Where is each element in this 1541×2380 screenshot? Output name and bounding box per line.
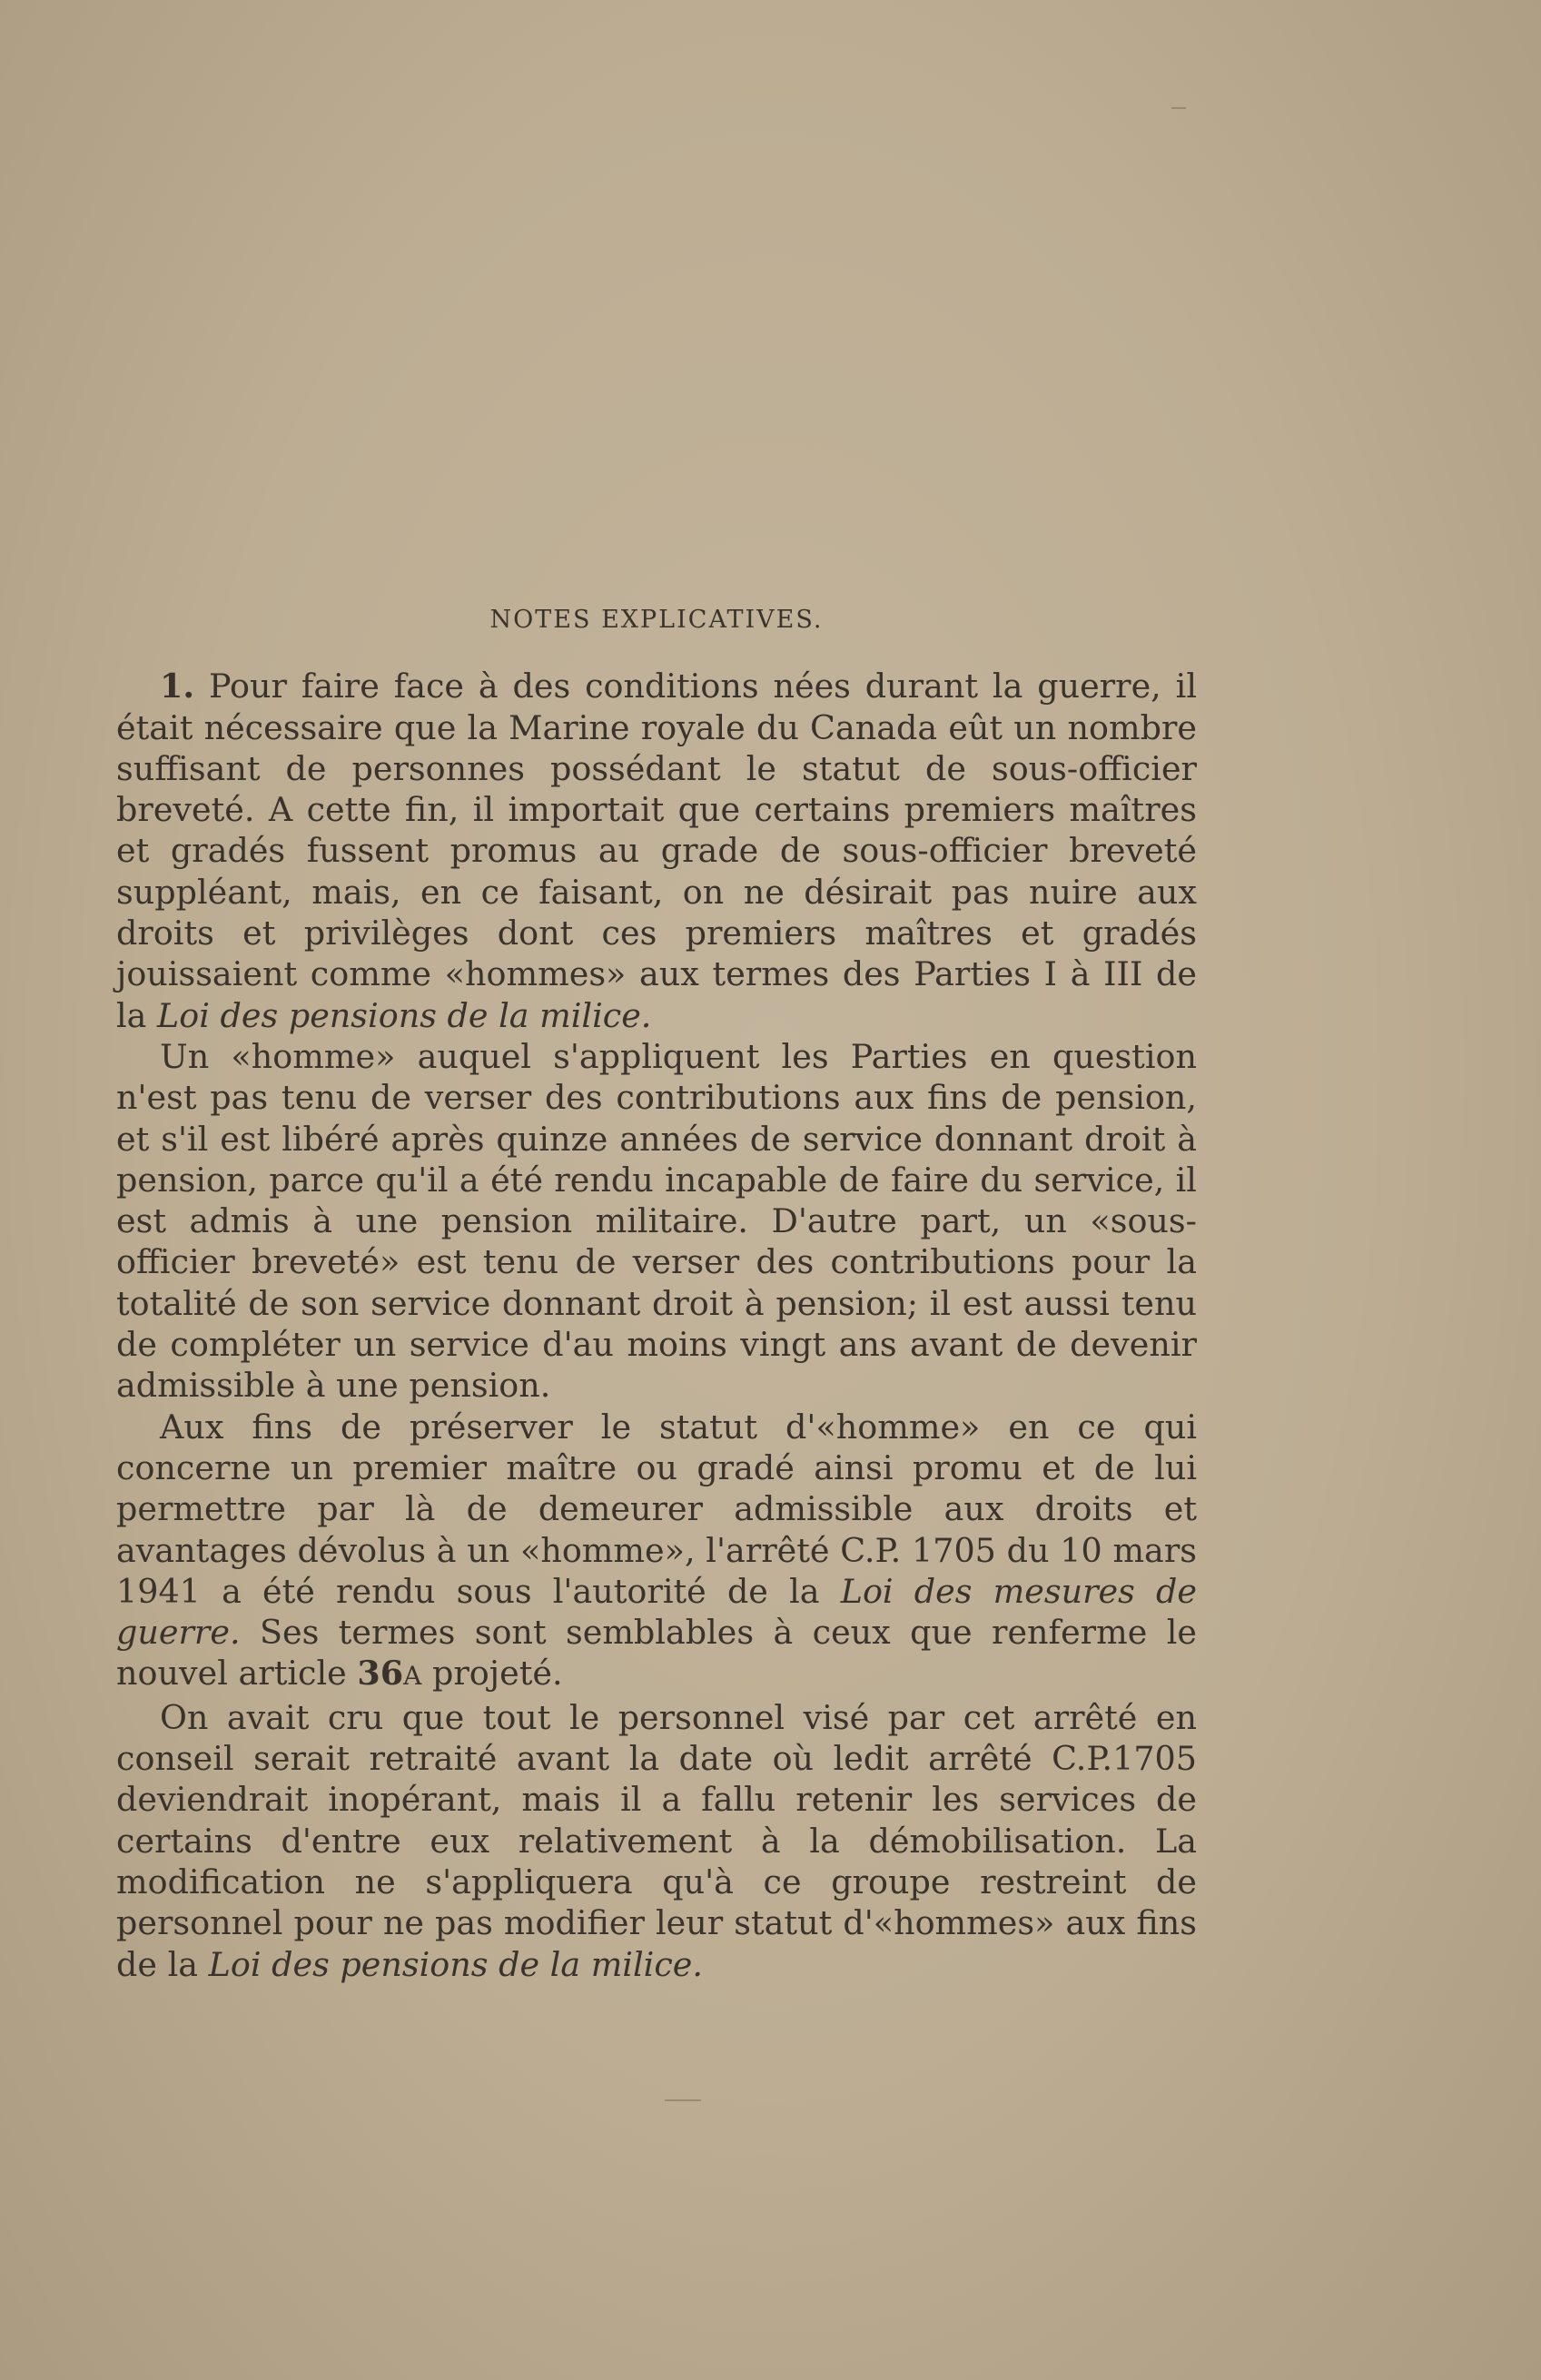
paragraph-1 (116, 666, 1197, 1036)
article-suffix: A (403, 1661, 422, 1692)
paper-blemish (665, 2099, 701, 2101)
paragraph-4 (116, 1697, 1197, 1985)
statute-title: Loi des mesures de guerre. (116, 1571, 1198, 1653)
paragraph-2 (116, 1036, 1197, 1407)
paragraph-text: Aux fins de préserver le statut d'«homme» en ce qui concerne un premier maître ou gradé ainsi promu et de lui permettre par là de demeurer admissible aux droits et avantages dévolus à un «homme», l'arrêté C.P. 1705 du 10 mars 1941 a été rendu sous l'autorité de la (116, 1407, 1197, 1611)
paragraph-text: On avait cru que tout le personnel visé par cet arrêté en conseil serait retraité avant la date où ledit arrêté C.P.1705 deviendrait inopérant, mais il a fallu retenir les services de certains d'entre eux relativement à la démobilisation. La modification ne s'appliquera qu'à ce groupe restreint de personnel pour ne pas modifier leur statut d'«hommes» aux fins de la (116, 1697, 1197, 1984)
statute-title: Loi des pensions de la milice. (157, 995, 652, 1035)
paragraph-3 (116, 1407, 1197, 1697)
notes-text-block (116, 599, 1197, 1985)
statute-title: Loi des pensions de la milice. (208, 1944, 703, 1984)
paragraph-number: 1. (160, 667, 195, 706)
paragraph-text: Pour faire face à des conditions nées durant la guerre, il était nécessaire que la Marine royale du Canada eût un nombre suffisant de personnes possédant le statut de sous-officier breveté. A cette fin, il importait que certains premiers maîtres et gradés fussent promus au grade de sous-officier breveté suppléant, mais, en ce faisant, on ne désirait pas nuire aux droits et privilèges dont ces premiers maîtres et gradés jouissaient comme «hommes» aux termes des Parties I à III de la (116, 667, 1197, 1035)
paper-blemish (1171, 107, 1186, 109)
article-number: 36 (357, 1654, 404, 1694)
paragraph-text: projeté. (421, 1654, 563, 1694)
notes-heading: NOTES EXPLICATIVES. (489, 606, 824, 634)
paragraph-text: Un «homme» auquel s'appliquent les Parties en question n'est pas tenu de verser des contributions aux fins de pension, et s'il est libéré après quinze années de service donnant droit à pension, parce qu'il a été rendu incapable de faire du service, il est admis à une pension militaire. D'autre part, un «sous-officier breveté» est tenu de verser des contributions pour la totalité de son service donnant droit à pension; il est aussi tenu de compléter un service d'au moins vingt ans avant de devenir admissible à une pension. (116, 1036, 1197, 1406)
paragraph-text: Ses termes sont semblables à ceux que renferme le nouvel article (116, 1613, 1197, 1694)
